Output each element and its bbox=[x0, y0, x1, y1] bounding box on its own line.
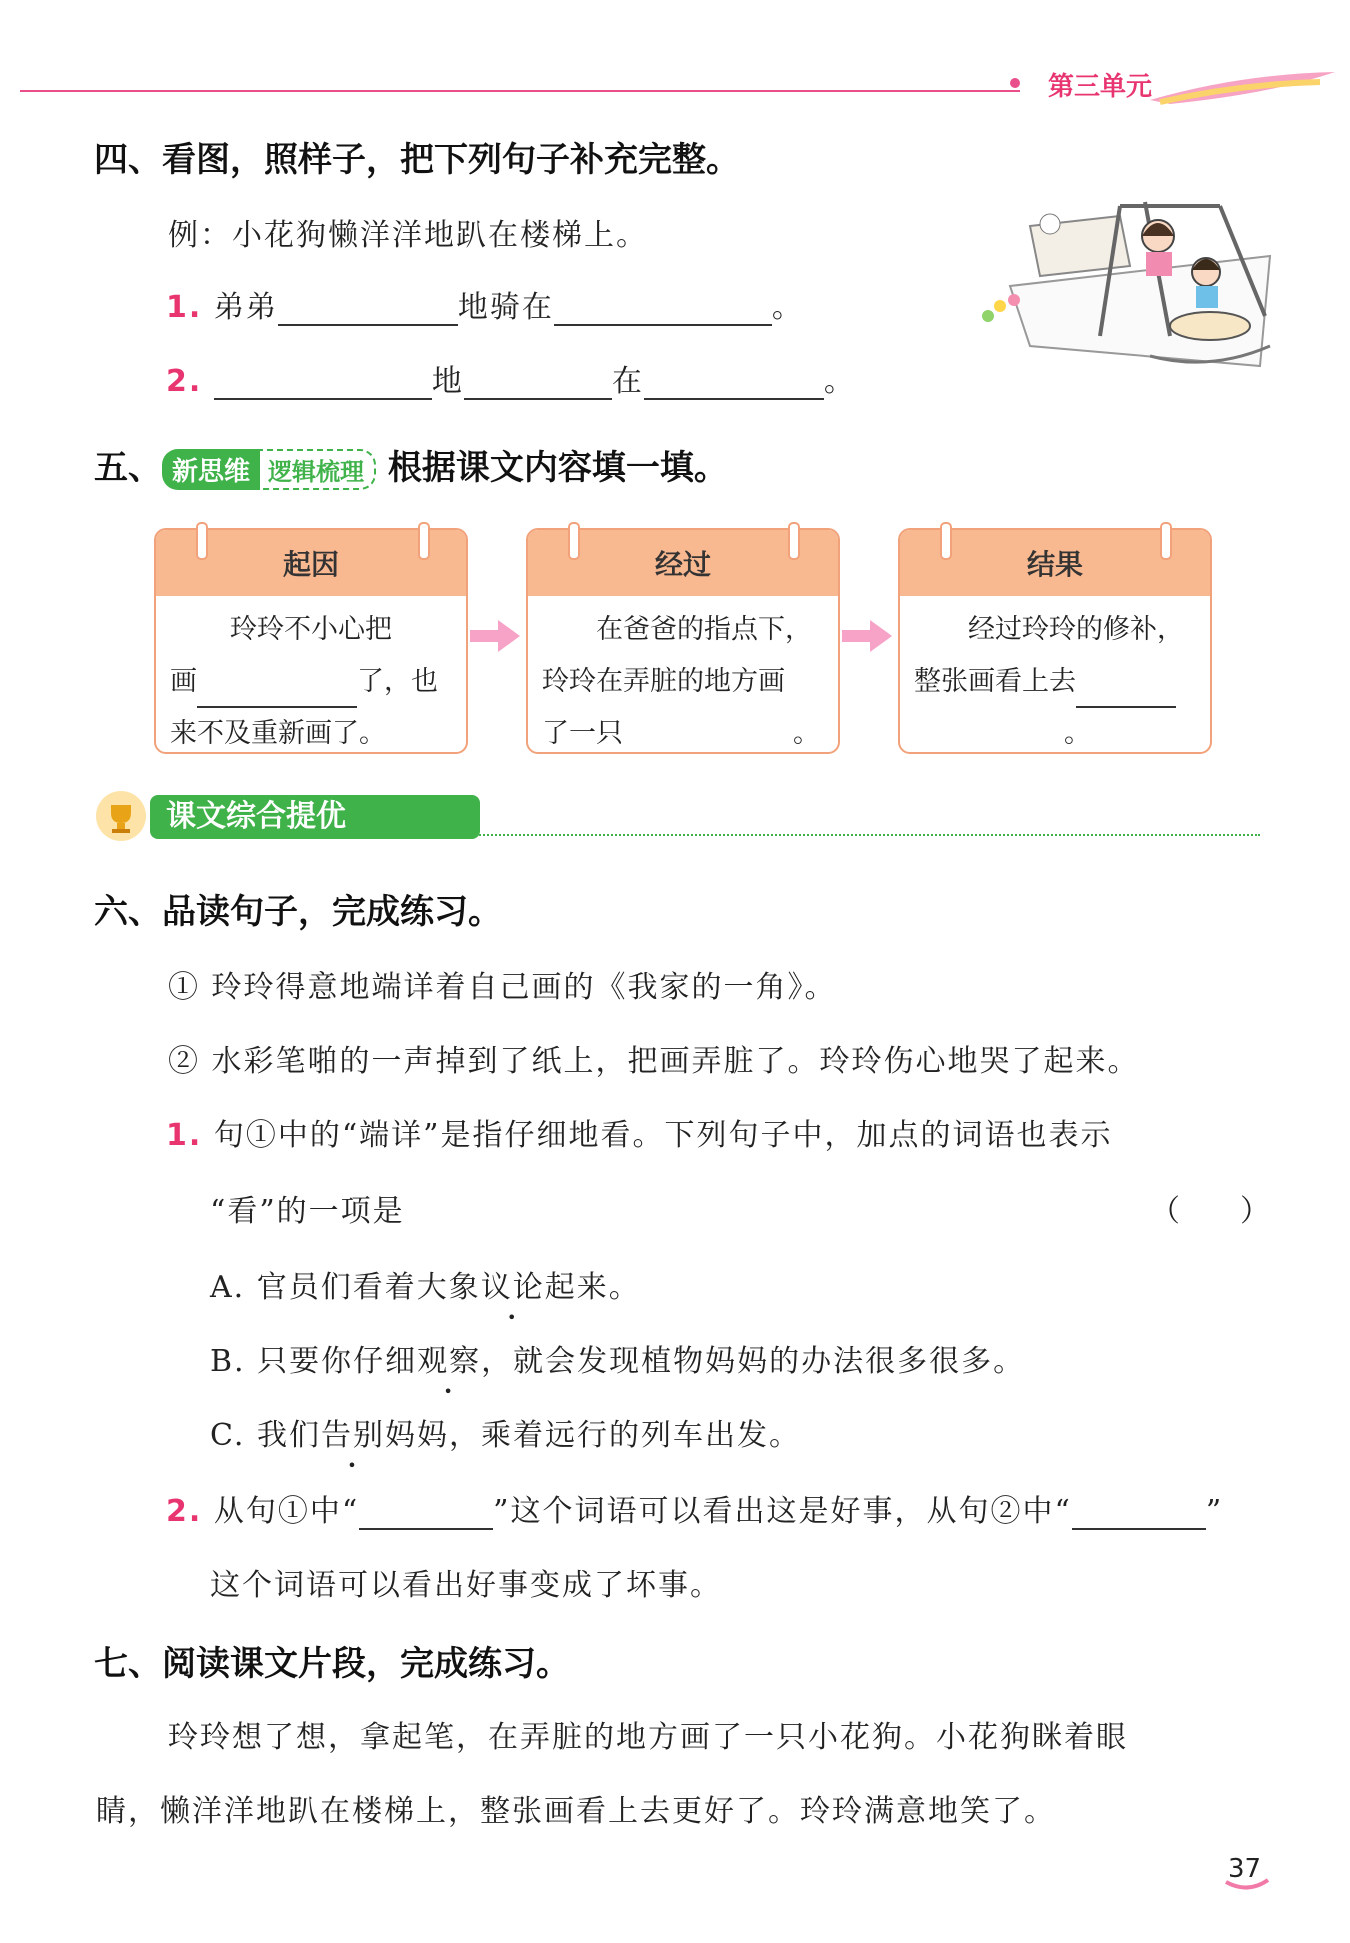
card-line: 整张画看上去 bbox=[914, 666, 1076, 697]
item-text: 地 bbox=[431, 364, 464, 399]
banner-label: 课文综合提优 bbox=[150, 795, 480, 839]
q2-text: 从句①中“ bbox=[213, 1494, 360, 1529]
answer-blank[interactable] bbox=[1076, 676, 1176, 708]
header-rule bbox=[20, 90, 1020, 92]
playground-illustration bbox=[970, 196, 1280, 372]
sentence-1: ① 玲玲得意地端详着自己画的《我家的一角》。 bbox=[168, 970, 837, 1005]
item-text: 在 bbox=[611, 364, 644, 399]
card-line: 。 bbox=[793, 718, 820, 749]
card-pin bbox=[196, 522, 208, 560]
sentence-2: ② 水彩笔啪的一声掉到了纸上，把画弄脏了。玲玲伤心地哭了起来。 bbox=[168, 1044, 1140, 1079]
card-result bbox=[898, 528, 1212, 754]
item-number: 2. bbox=[166, 1494, 203, 1529]
q2-text: ”这个词语可以看出这是好事，从句②中“ bbox=[493, 1494, 1072, 1529]
card-pin bbox=[418, 522, 430, 560]
card-body bbox=[156, 596, 466, 754]
item-text: 。 bbox=[823, 364, 856, 399]
card-body bbox=[528, 596, 838, 754]
unit-label: 第三单元 bbox=[1048, 72, 1153, 102]
card-process bbox=[526, 528, 840, 754]
answer-blank[interactable] bbox=[464, 368, 612, 400]
answer-blank[interactable] bbox=[623, 728, 793, 754]
answer-blank[interactable] bbox=[1072, 1498, 1206, 1530]
dotted-word: 观察 bbox=[417, 1344, 482, 1379]
card-cause bbox=[154, 528, 468, 754]
q2-line2: 这个词语可以看出好事变成了坏事。 bbox=[210, 1568, 722, 1603]
q1-text: 句①中的“端详”是指仔细地看。下列句子中，加点的词语也表示 bbox=[213, 1118, 1113, 1153]
dotted-word: 告别 bbox=[320, 1418, 385, 1453]
page-swoosh-icon bbox=[1224, 1878, 1270, 1892]
answer-blank[interactable] bbox=[554, 294, 772, 326]
passage-line-1: 玲玲想了想，拿起笔，在弄脏的地方画了一只小花狗。小花狗眯着眼 bbox=[168, 1720, 1128, 1755]
section6-title: 六、品读句子，完成练习。 bbox=[94, 892, 502, 932]
q1-line1 bbox=[166, 1110, 1113, 1154]
arrow-right-icon bbox=[470, 618, 522, 654]
section5-prefix: 五、 bbox=[94, 448, 162, 488]
answer-blank[interactable] bbox=[214, 368, 432, 400]
option-text: 妈妈，乘着远行的列车出发。 bbox=[384, 1418, 801, 1453]
answer-blank[interactable] bbox=[644, 368, 824, 400]
item-number: 1. bbox=[166, 1118, 203, 1153]
card-pin bbox=[940, 522, 952, 560]
answer-blank[interactable] bbox=[359, 1498, 493, 1530]
tag-logic: 逻辑梳理 bbox=[256, 449, 376, 490]
option-text: C. 我们 bbox=[210, 1418, 321, 1453]
card-line: 画 bbox=[170, 666, 197, 697]
tag-new-thinking: 新思维 bbox=[162, 449, 260, 490]
answer-blank[interactable] bbox=[278, 294, 458, 326]
card-line: 来不及重新画了。 bbox=[170, 718, 386, 749]
card-line: 。 bbox=[1064, 718, 1091, 749]
card-pin bbox=[1160, 522, 1172, 560]
card-line: 了，也 bbox=[357, 666, 438, 697]
section4-example: 例：小花狗懒洋洋地趴在楼梯上。 bbox=[168, 218, 648, 253]
item-number: 1. bbox=[166, 290, 203, 325]
card-head: 经过 bbox=[528, 530, 838, 596]
q2-line1 bbox=[166, 1486, 1223, 1530]
q2-text: ” bbox=[1205, 1494, 1224, 1529]
card-line: 玲玲不小心把 bbox=[230, 614, 392, 645]
banner-dotted-rule bbox=[396, 834, 1260, 836]
card-line: 了一只 bbox=[542, 718, 623, 749]
arrow-right-icon bbox=[842, 618, 894, 654]
item-number: 2. bbox=[166, 364, 203, 399]
card-line: 玲玲在弄脏的地方画 bbox=[542, 666, 785, 697]
header-dot bbox=[1010, 78, 1020, 88]
passage-line-2: 睛，懒洋洋地趴在楼梯上，整张画看上去更好了。玲玲满意地笑了。 bbox=[96, 1794, 1056, 1829]
card-line: 在爸爸的指点下， bbox=[596, 614, 812, 645]
dotted-word: 议论 bbox=[480, 1270, 545, 1305]
item-text: 弟弟 bbox=[213, 290, 278, 325]
answer-blank[interactable] bbox=[914, 728, 1064, 754]
option-text: ，就会发现植物妈妈的办法很多很多。 bbox=[481, 1344, 1026, 1379]
section5-heading bbox=[94, 440, 728, 490]
card-head: 起因 bbox=[156, 530, 466, 596]
item-text: 。 bbox=[771, 290, 804, 325]
section7-title: 七、阅读课文片段，完成练习。 bbox=[94, 1644, 570, 1684]
card-line: 经过玲玲的修补， bbox=[968, 614, 1184, 645]
option-text: B. 只要你仔细 bbox=[210, 1344, 418, 1379]
page-number: 37 bbox=[1228, 1854, 1262, 1884]
option-a[interactable] bbox=[210, 1262, 641, 1306]
answer-paren[interactable]: （ ） bbox=[1150, 1194, 1270, 1229]
card-body bbox=[900, 596, 1210, 754]
answer-blank[interactable] bbox=[197, 676, 357, 708]
option-text: A. 官员们看着大象 bbox=[210, 1270, 481, 1305]
section4-item-2 bbox=[166, 356, 856, 400]
card-pin bbox=[788, 522, 800, 560]
header-swoosh-icon bbox=[1150, 66, 1340, 106]
section4-item-1 bbox=[166, 282, 804, 326]
option-b[interactable] bbox=[210, 1336, 1025, 1380]
item-text: 地骑在 bbox=[457, 290, 554, 325]
card-pin bbox=[568, 522, 580, 560]
card-head: 结果 bbox=[900, 530, 1210, 596]
q1-line2: “看”的一项是 bbox=[210, 1194, 405, 1229]
option-text: 起来。 bbox=[544, 1270, 641, 1305]
trophy-icon bbox=[96, 791, 146, 841]
section4-title: 四、看图，照样子，把下列句子补充完整。 bbox=[94, 140, 740, 180]
option-c[interactable] bbox=[210, 1410, 801, 1454]
section5-title: 根据课文内容填一填。 bbox=[387, 448, 728, 488]
